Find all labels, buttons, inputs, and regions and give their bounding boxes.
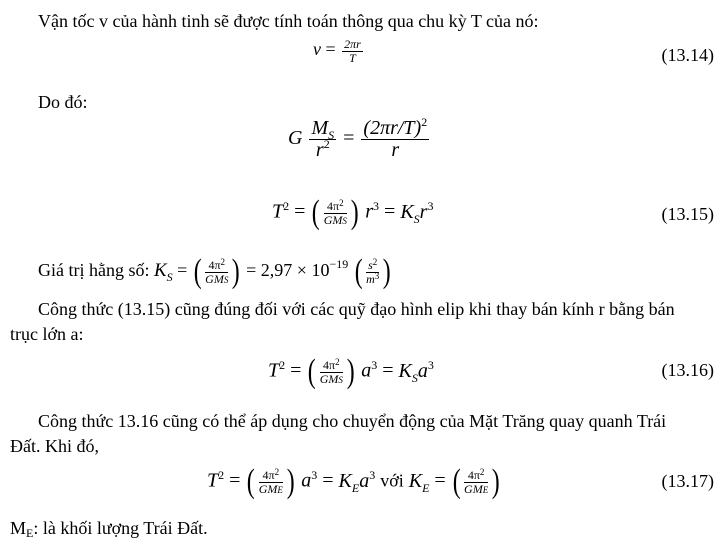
equation-label-13-17: (13.17) <box>661 471 714 491</box>
paragraph-moon-line2: Đất. Khi đó, <box>10 436 99 456</box>
paragraph-velocity: Vận tốc v của hành tinh sẽ được tính toán thông qua chu kỳ T của nó: <box>38 11 539 31</box>
equation-gravity-balance: G $\frac{M_S}{r^2}$ = $\frac{(2\pi r/T)^2}{r}$ <box>288 115 428 161</box>
earth-mass-symbol: M <box>10 518 27 538</box>
equation-velocity: v = $\frac{2\pi r}{T}$ <box>313 37 361 65</box>
equation-keplers-law: $T^2$ = ( $\frac{4\pi^2}{\text{GMS}}$ ) $r^3 = K_Sr^3$ <box>272 194 434 231</box>
paragraph-ellipse-line1: Công thức (13.15) cũng đúng đối với các quỹ đạo hình elip khi thay bán kính r bằng bán <box>38 299 675 319</box>
paragraph-moon-line1: Công thức 13.16 cũng có thể áp dụng cho chuyển động của Mặt Trăng quay quanh Trái <box>38 411 667 431</box>
equation-connector: với <box>380 470 404 491</box>
equation-label-13-16: (13.16) <box>661 360 714 380</box>
paragraph-ellipse-line2: trục lớn a: <box>10 324 84 344</box>
equation-ellipse-orbit: $T^2$ = ( $\frac{4\pi^2}{\text{GMS}}$ ) $a^3 = K_Sa^3$ <box>268 353 434 390</box>
paragraph-therefore: Do đó: <box>38 92 88 112</box>
equation-label-13-15: (13.15) <box>661 204 714 224</box>
constant-label: Giá trị hằng số: <box>38 260 150 281</box>
constant-exponent: −19 <box>329 257 349 272</box>
equation-label-13-14: (13.14) <box>661 45 714 65</box>
earth-mass-subscript: E <box>26 526 34 540</box>
paragraph-earth-mass <box>10 517 208 541</box>
paragraph-constant-value: Giá trị hằng số: $K_S$ = ( $\frac{4\pi^2}{\text{GMS}}$ ) = $2,97 \times 10^{-19}$ ( $\frac{s^2}{m^3}$ ) <box>38 253 391 290</box>
equation-moon-orbit: $T^2$ = ( $\frac{4\pi^2}{\text{GME}}$ ) $a^3 = K_Ea^3$ với $K_E$ = ( $\frac{4\pi^2}{\text{GME}}$ ) <box>207 463 500 500</box>
constant-value: = 2,97 × 10 <box>246 260 330 281</box>
earth-mass-text: : là khối lượng Trái Đất. <box>33 518 208 538</box>
